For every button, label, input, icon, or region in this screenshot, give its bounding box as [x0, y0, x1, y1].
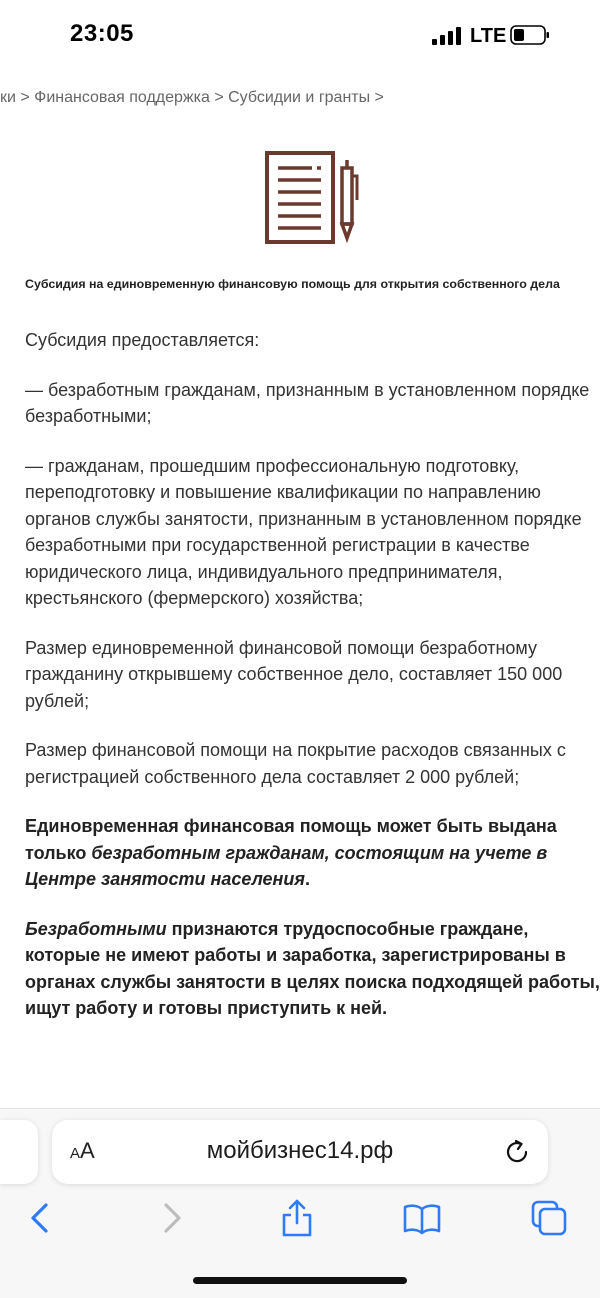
battery-icon: [510, 25, 550, 45]
intro-text: Субсидия предоставляется:: [25, 330, 260, 350]
document-pen-icon: [264, 150, 360, 246]
note-paragraph-2: Безработными признаются трудоспособные граждане, которые не имеют работы и заработка, зарегистрированы в органах службы занятости в целях поиска подходящей работы, ищут работу и готовы приступить к ней.: [25, 918, 600, 1018]
amount-paragraph-2: Размер финансовой помощи на покрытие расходов связанных с регистрацией собственного дела составляет 2 000 рублей;: [25, 740, 566, 787]
breadcrumb[interactable]: ки > Финансовая поддержка > Субсидии и гранты >: [0, 89, 384, 106]
note-paragraph-1: Единовременная финансовая помощь может быть выдана только безработным гражданам, состоящим на учете в Центре занятости населения.: [25, 816, 557, 889]
subsidy-title: Субсидия на единовременную финансовую помощь для открытия собственного дела: [25, 277, 560, 291]
share-icon[interactable]: [277, 1198, 317, 1238]
chevron-right-icon[interactable]: [152, 1198, 192, 1238]
tabs-icon[interactable]: [529, 1198, 569, 1238]
book-icon[interactable]: [402, 1198, 442, 1238]
page-settings-button[interactable]: AA: [70, 1138, 95, 1163]
chevron-left-icon[interactable]: [20, 1198, 60, 1238]
home-indicator[interactable]: [193, 1277, 407, 1284]
address-bar[interactable]: [52, 1120, 548, 1184]
address-text[interactable]: мойбизнес14.рф: [206, 1137, 394, 1164]
network-type: LTE: [470, 25, 507, 47]
eligibility-item-1: — безработным гражданам, признанным в установленном порядке безработными;: [25, 379, 590, 426]
status-time: 23:05: [70, 20, 134, 47]
eligibility-item-2: — гражданам, прошедшим профессиональную подготовку, переподготовку и повышение квалификации по направлению органов службы занятости, признанным в установленном порядке безработными при государственной регистрации в качестве юридического лица, индивидуального предпринимателя, крестьянского (фермерского) хозяйства;: [25, 455, 582, 608]
reload-icon[interactable]: [502, 1137, 532, 1167]
article-body: [25, 327, 600, 1045]
cellular-signal-icon: [432, 27, 464, 45]
status-bar: [0, 0, 600, 70]
amount-paragraph-1: Размер единовременной финансовой помощи безработному гражданину открывшему собственное дело, составляет 150 000 рублей;: [25, 637, 563, 711]
previous-tab-stub[interactable]: [0, 1120, 38, 1184]
